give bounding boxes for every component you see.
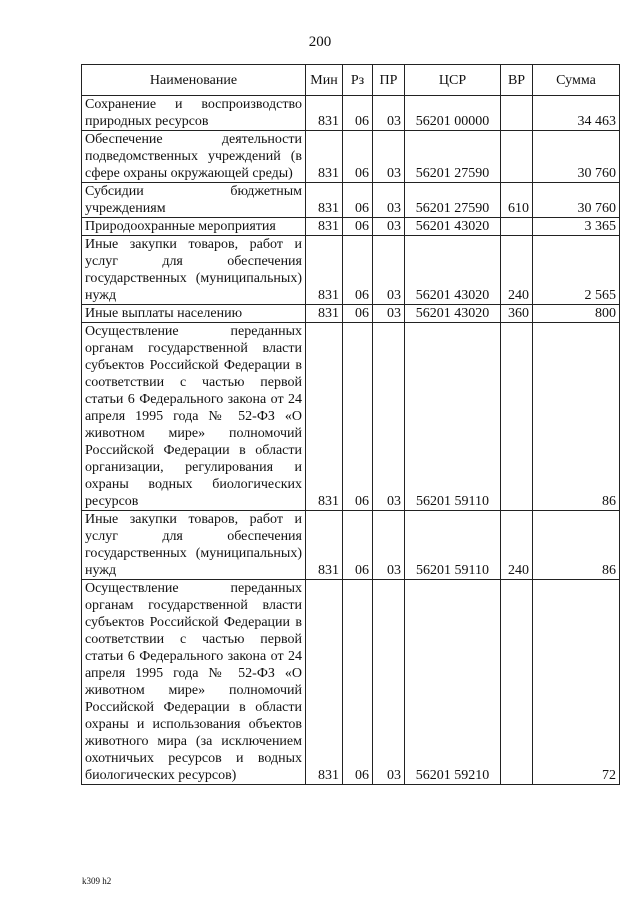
row-min: 831	[306, 511, 343, 580]
row-name: Субсидии бюджетным учреждениям	[82, 183, 306, 218]
row-vr: 240	[501, 236, 533, 305]
row-vr	[501, 96, 533, 131]
row-rz: 06	[343, 305, 373, 323]
table-row	[82, 323, 620, 511]
row-pr: 03	[373, 580, 405, 785]
row-name: Осуществление переданных органам государственной власти субъектов Российской Федерации в соответствии с частью первой статьи 6 Федерального закона от 24 апреля 1995 года № 52-ФЗ «О животном мире» полномочий Российской Федерации в области охраны и использования объектов животного мира (за исключением охотничьих ресурсов и водных биологических ресурсов)	[82, 580, 306, 785]
table-row	[82, 218, 620, 236]
table-row	[82, 236, 620, 305]
row-pr: 03	[373, 96, 405, 131]
header-vr: ВР	[501, 65, 533, 96]
row-name: Сохранение и воспроизводство природных ресурсов	[82, 96, 306, 131]
header-name: Наименование	[82, 65, 306, 96]
row-vr	[501, 323, 533, 511]
row-sum: 72	[533, 580, 620, 785]
row-pr: 03	[373, 218, 405, 236]
row-vr: 610	[501, 183, 533, 218]
row-pr: 03	[373, 236, 405, 305]
row-rz: 06	[343, 511, 373, 580]
row-min: 831	[306, 218, 343, 236]
table-header-row	[82, 65, 620, 96]
row-rz: 06	[343, 96, 373, 131]
row-sum: 30 760	[533, 183, 620, 218]
row-sum: 3 365	[533, 218, 620, 236]
table-row	[82, 183, 620, 218]
row-name: Иные выплаты населению	[82, 305, 306, 323]
row-sum: 30 760	[533, 131, 620, 183]
row-min: 831	[306, 183, 343, 218]
page-number: 200	[308, 34, 332, 50]
row-name: Природоохранные мероприятия	[82, 218, 306, 236]
row-sum: 86	[533, 323, 620, 511]
row-pr: 03	[373, 131, 405, 183]
row-pr: 03	[373, 183, 405, 218]
row-vr	[501, 218, 533, 236]
row-name: Осуществление переданных органам государственной власти субъектов Российской Федерации в соответствии с частью первой статьи 6 Федерального закона от 24 апреля 1995 года № 52-ФЗ «О животном мире» полномочий Российской Федерации в области организации, регулирования и охраны водных биологических ресурсов	[82, 323, 306, 511]
row-pr: 03	[373, 511, 405, 580]
row-rz: 06	[343, 131, 373, 183]
row-min: 831	[306, 323, 343, 511]
row-csr: 56201 59110	[405, 323, 501, 511]
row-rz: 06	[343, 183, 373, 218]
row-csr: 56201 59210	[405, 580, 501, 785]
row-sum: 800	[533, 305, 620, 323]
row-csr: 56201 43020	[405, 305, 501, 323]
row-min: 831	[306, 580, 343, 785]
row-rz: 06	[343, 218, 373, 236]
table-row	[82, 131, 620, 183]
header-pr: ПР	[373, 65, 405, 96]
row-rz: 06	[343, 580, 373, 785]
row-sum: 34 463	[533, 96, 620, 131]
table-row	[82, 305, 620, 323]
row-name: Обеспечение деятельности подведомственных учреждений (в сфере охраны окружающей среды)	[82, 131, 306, 183]
row-name: Иные закупки товаров, работ и услуг для обеспечения государственных (муниципальных) нужд	[82, 236, 306, 305]
header-min: Мин	[306, 65, 343, 96]
row-min: 831	[306, 131, 343, 183]
table-row	[82, 580, 620, 785]
row-min: 831	[306, 236, 343, 305]
row-rz: 06	[343, 323, 373, 511]
footer-code: k309 h2	[82, 876, 112, 886]
table-row	[82, 511, 620, 580]
row-pr: 03	[373, 305, 405, 323]
header-sum: Сумма	[533, 65, 620, 96]
row-vr: 240	[501, 511, 533, 580]
row-sum: 86	[533, 511, 620, 580]
row-csr: 56201 59110	[405, 511, 501, 580]
header-csr: ЦСР	[405, 65, 501, 96]
row-csr: 56201 27590	[405, 183, 501, 218]
row-csr: 56201 00000	[405, 96, 501, 131]
row-csr: 56201 43020	[405, 218, 501, 236]
row-csr: 56201 43020	[405, 236, 501, 305]
row-rz: 06	[343, 236, 373, 305]
row-vr	[501, 580, 533, 785]
row-min: 831	[306, 96, 343, 131]
row-min: 831	[306, 305, 343, 323]
budget-table	[81, 64, 620, 785]
row-name: Иные закупки товаров, работ и услуг для обеспечения государственных (муниципальных) нужд	[82, 511, 306, 580]
table-row	[82, 96, 620, 131]
row-csr: 56201 27590	[405, 131, 501, 183]
row-sum: 2 565	[533, 236, 620, 305]
header-rz: Рз	[343, 65, 373, 96]
row-pr: 03	[373, 323, 405, 511]
row-vr: 360	[501, 305, 533, 323]
row-vr	[501, 131, 533, 183]
